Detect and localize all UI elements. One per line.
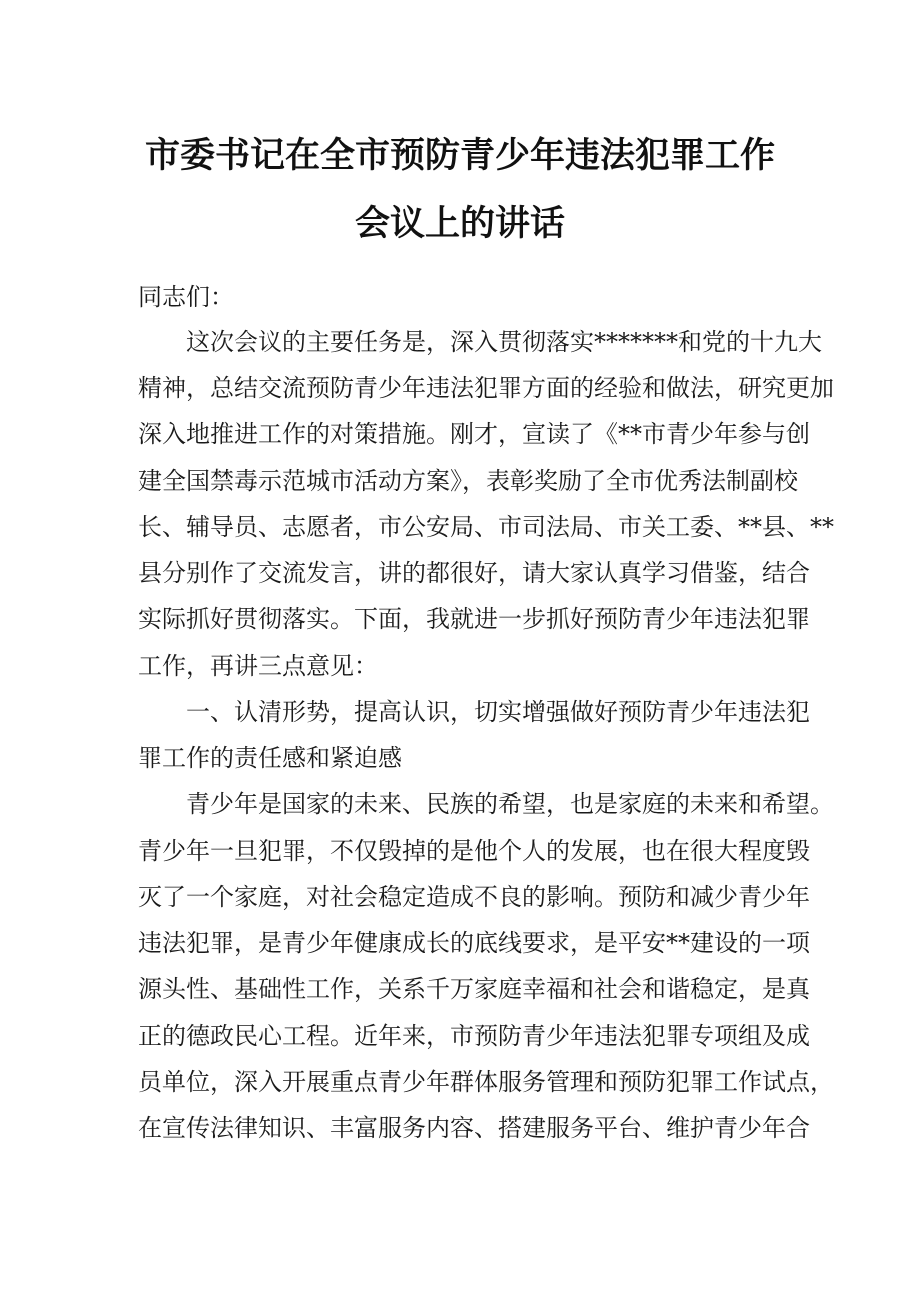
body-line: 青少年一旦犯罪，不仅毁掉的是他个人的发展，也在很大程度毁 — [138, 837, 810, 865]
body-line: 源头性、基础性工作，关系千万家庭幸福和社会和谐稳定，是真 — [138, 975, 810, 1003]
body-line: 员单位，深入开展重点青少年群体服务管理和预防犯罪工作试点， — [138, 1068, 834, 1096]
body-line: 违法犯罪，是青少年健康成长的底线要求，是平安**建设的一项 — [138, 929, 810, 957]
body-line: 工作，再讲三点意见： — [138, 652, 378, 680]
body-line: 县分别作了交流发言，讲的都很好，请大家认真学习借鉴，结合 — [138, 559, 810, 587]
section-heading-line: 一、认清形势，提高认识，切实增强做好预防青少年违法犯 — [186, 698, 810, 726]
section-heading-line: 罪工作的责任感和紧迫感 — [138, 744, 402, 772]
document-title-line-1: 市委书记在全市预防青少年违法犯罪工作 — [144, 136, 775, 176]
document-title-line-2: 会议上的讲话 — [354, 204, 565, 244]
body-line: 青少年是国家的未来、民族的希望，也是家庭的未来和希望。 — [186, 790, 834, 818]
body-line: 正的德政民心工程。近年来，市预防青少年违法犯罪专项组及成 — [138, 1022, 810, 1050]
salutation: 同志们： — [138, 283, 234, 311]
body-line: 长、辅导员、志愿者，市公安局、市司法局、市关工委、**县、** — [138, 513, 834, 541]
body-line: 在宣传法律知识、丰富服务内容、搭建服务平台、维护青少年合 — [138, 1114, 810, 1142]
body-line: 这次会议的主要任务是，深入贯彻落实*******和党的十九大 — [186, 328, 822, 356]
body-line: 建全国禁毒示范城市活动方案》，表彰奖励了全市优秀法制副校 — [138, 467, 798, 495]
body-line: 深入地推进工作的对策措施。刚才，宣读了《**市青少年参与创 — [138, 420, 810, 448]
body-line: 精神，总结交流预防青少年违法犯罪方面的经验和做法，研究更加 — [138, 374, 834, 402]
body-line: 灭了一个家庭，对社会稳定造成不良的影响。预防和减少青少年 — [138, 883, 810, 911]
body-line: 实际抓好贯彻落实。下面，我就进一步抓好预防青少年违法犯罪 — [138, 605, 810, 633]
